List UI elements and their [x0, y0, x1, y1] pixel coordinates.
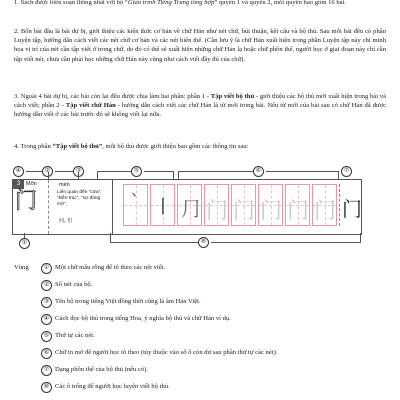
callout-2: ②: [42, 166, 53, 177]
legend-text: Tên bộ trong tiếng Việt đồng thời cũng là âm Hán Việt.: [55, 298, 201, 305]
paragraph-4: [14, 142, 386, 151]
radical-meaning: Liên quan đến “cửa”, “kiến trúc”, “sự đóng mở”,: [57, 190, 102, 207]
paragraph-text: - hướng dẫn cách viết các chữ Hán là từ mới trong bài. Nếu từ mới của bài sau có chữ Hán đã được hướng dẫn viết ở các bài trước đó sẽ không viết lại nữa.: [14, 102, 387, 119]
traditional-cell: [339, 184, 361, 226]
paragraph-text: ” quyển 1 và quyển 2, mỗi quyển bao gồm 16 bài.: [214, 0, 347, 6]
legend-text: Thứ tự các nét.: [55, 332, 95, 339]
paragraph-2: [14, 27, 386, 64]
faded-char: 门: [287, 199, 310, 224]
trace-cell: [258, 184, 283, 226]
paragraph-text: Bốn bài đầu là bài dự bị, giới thiệu các kiến thức cơ bản về chữ Hán như nét chữ, bút thuận, kết cấu và bộ thủ. Sau mỗi bài đều có phần Luyện tập, hướng dẫn cách viết các nét chữ cơ bản và các nét biến thể. (Cần lưu ý là chữ Hán xuất hiện trong phần Luyện tập này chỉ minh họa vị trí của nét cần tập viết ở trong chữ, do đó có thể sẽ xuất hiện những chữ Hán lạ hoặc chữ phồn thể, người học ở giai đoạn này chỉ cần tập viết nét, chưa cần phải học những chữ Hán này cũng như cách viết đầy đủ của chữ).: [14, 28, 386, 63]
paragraph-number: 4.: [14, 143, 19, 150]
callout-tick: [78, 172, 79, 179]
callout-line: [55, 171, 73, 172]
radical-info-cell: [49, 180, 113, 234]
legend-num: ②: [41, 280, 52, 291]
legend-num: ①: [41, 263, 52, 274]
radical-name: Môn: [26, 181, 37, 187]
radical-header-cell: [13, 180, 49, 234]
callout-line: [26, 171, 42, 172]
legend-num: ③: [41, 297, 52, 308]
callout-3: ③: [73, 166, 84, 177]
outline-char: 门: [15, 189, 38, 214]
callout-tick: [178, 171, 179, 179]
legend-num: ⑦: [41, 365, 52, 376]
bold-term: Tập viết chữ Hán: [65, 102, 116, 110]
legend-text: Chữ in mờ để người học tô theo (tùy thuộc vào số ô còn dư sau phần thứ tự các nét).: [55, 349, 278, 356]
paragraph-text: Ngoài 4 bài dự bị, các bài còn lại đều được chia làm hai phần: phần 1 -: [20, 93, 211, 100]
bold-term: Tập viết bộ thủ: [210, 93, 255, 100]
callout-7: ⑦: [341, 166, 352, 177]
callout-line: [211, 242, 361, 243]
paragraph-text: Trong phần: [20, 143, 53, 150]
paragraph-text: Sách được biên soạn thống nhất với bộ “: [20, 0, 128, 6]
callout-line: [266, 171, 338, 172]
callout-line: [97, 171, 131, 172]
paragraph-number: 3.: [14, 93, 19, 100]
paragraph-number: 1.: [14, 0, 19, 6]
callout-line: [178, 171, 253, 172]
callout-line: [110, 242, 198, 243]
stroke-order-cell: [150, 184, 175, 226]
callout-line: [144, 171, 174, 172]
callout-1: ①: [19, 238, 30, 249]
legend-text: Dạng phồn thể của bộ thủ (nếu có).: [55, 366, 149, 373]
trace-cell: [231, 184, 256, 226]
radical-practice-row: [12, 179, 362, 235]
example-chars: 问, 们: [59, 218, 73, 224]
pinyin: mén: [59, 182, 70, 188]
paragraph-number: 2.: [14, 28, 19, 35]
stroke-order-cell: [123, 184, 148, 226]
callout-5: ⑤: [131, 166, 142, 177]
stroke-2: 丨: [154, 197, 172, 218]
legend-text: Cách đọc bộ thủ trong tiếng Hoa, ý nghĩa bộ thủ và chữ Hán ví dụ.: [55, 315, 231, 322]
callout-6: ⑥: [253, 166, 264, 177]
callout-tick: [338, 171, 339, 179]
trace-cell: [312, 184, 337, 226]
trace-cell: [204, 184, 229, 226]
faded-char: 门: [206, 199, 229, 224]
stroke-order-cell: [177, 184, 202, 226]
book-title: Giáo trình Tiếng Trung tổng hợp: [127, 0, 215, 6]
callout-tick: [48, 172, 49, 179]
paragraph-text: , mỗi bộ thủ được giới thiệu bao gồm các thông tin sau:: [102, 143, 249, 150]
legend-num: ④: [41, 314, 52, 325]
callout-tick: [360, 233, 361, 243]
paragraph-3: [14, 92, 386, 120]
legend-text: Một chữ mẫu rỗng để tô theo các nét viết.: [55, 264, 166, 271]
stroke-count: 3: [13, 180, 24, 189]
callout-tick: [97, 171, 98, 179]
traditional-char: 门: [342, 197, 362, 221]
legend-label: Vùng: [14, 264, 29, 271]
legend-text: Các ô trống để người học luyện viết bộ thủ.: [55, 383, 170, 390]
faded-char: 门: [314, 199, 337, 224]
faded-char: 门: [260, 199, 283, 224]
trace-cell: [285, 184, 310, 226]
callout-8: ⑧: [198, 237, 209, 248]
stroke-3: ⺆: [181, 197, 201, 221]
bold-term: “Tập viết bộ thủ”: [52, 143, 103, 150]
paragraph-text: - giới thiệu các bộ thủ mới xuất hiện trong bài và cách viết; phần 2 -: [14, 93, 387, 110]
paragraph-1: [14, 0, 386, 7]
callout-tick: [173, 171, 174, 179]
legend-text: Số nét của bộ.: [55, 281, 93, 288]
stroke-1: 丶: [128, 189, 139, 202]
callout-4: ④: [13, 166, 24, 177]
faded-char: 门: [233, 199, 256, 224]
legend-num: ⑧: [41, 382, 52, 393]
legend-num: ⑥: [41, 348, 52, 359]
legend-num: ⑤: [41, 331, 52, 342]
